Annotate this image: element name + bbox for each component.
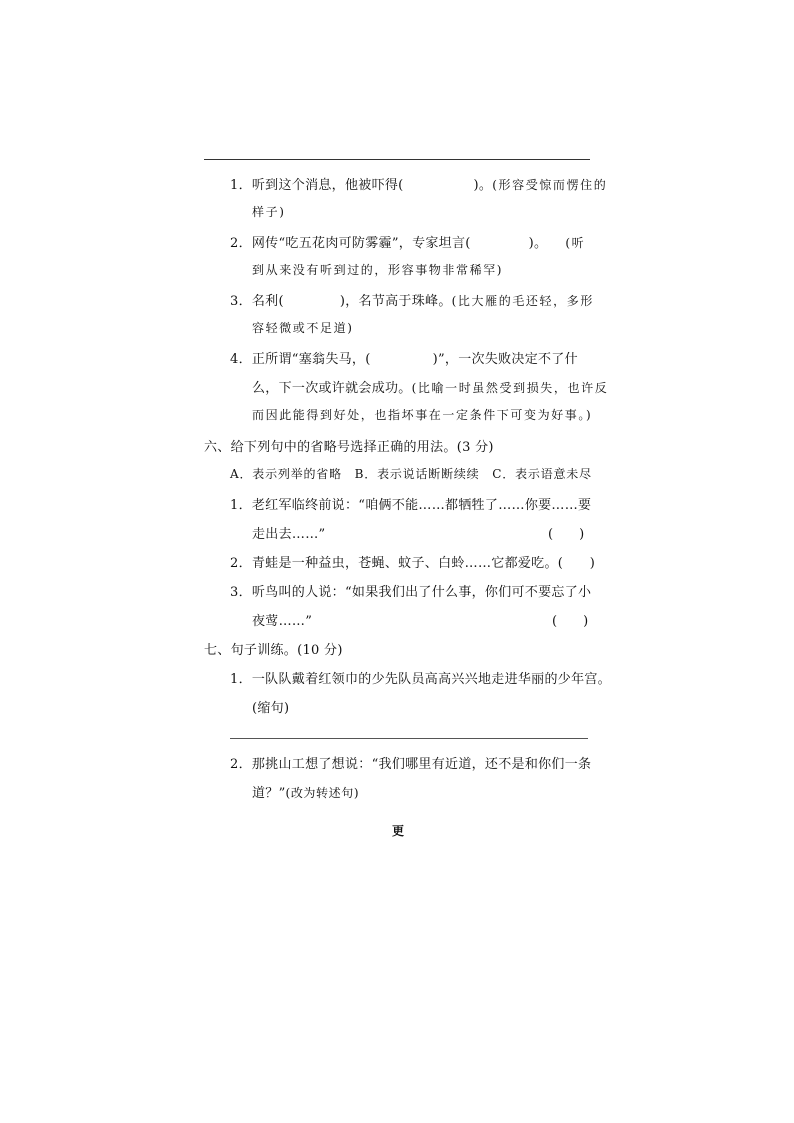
idiom-item-4-line2 — [252, 377, 608, 396]
item-text: 网传“吃五花肉可防雾霾”，专家坦言( — [251, 236, 471, 251]
item-text: )，名节高于珠峰。 — [339, 294, 452, 309]
idiom-item-1 — [230, 174, 607, 193]
item-number: 1． — [230, 672, 252, 687]
item-number: 4． — [230, 352, 252, 367]
item-text: 正所谓“塞翁失马，( — [251, 352, 371, 367]
item-instruction: (改为转述句) — [285, 786, 360, 800]
item-text: 一队队戴着红领巾的少先队员高高兴兴地走进华丽的少年宫。 — [251, 672, 611, 687]
idiom-item-2-hint-cont: 到从来没有听到过的，形容事物非常稀罕) — [252, 263, 504, 277]
item-hint: (形容受惊而愣住的 — [492, 178, 608, 192]
item-text: )。 — [473, 178, 493, 193]
item-text: 名利( — [251, 294, 284, 309]
sentence-item-2 — [230, 753, 591, 772]
item-text: 听鸟叫的人说：“如果我们出了什么事，你们可不要忘了小 — [251, 585, 592, 600]
answer-paren[interactable]: ( ) — [552, 614, 589, 629]
ellipsis-item-1 — [230, 494, 591, 513]
section-7-heading: 七、句子训练。(10 分) — [204, 643, 343, 658]
sentence-item-1-instruction: (缩句) — [252, 701, 290, 716]
page-footer-mark: 更 — [392, 824, 405, 838]
item-number: 2． — [230, 757, 252, 772]
item-number: 3． — [230, 294, 252, 309]
ellipsis-item-2 — [230, 552, 595, 571]
item-text: )”，一次失败决定不了什 — [432, 352, 578, 367]
item-text: 老红军临终前说：“咱俩不能……都牺牲了……你要……要 — [251, 498, 592, 513]
ellipsis-item-3-line2: 夜莺……” — [252, 614, 313, 629]
ellipsis-item-3 — [230, 581, 591, 600]
item-number: 2． — [230, 556, 252, 571]
top-rule — [204, 159, 590, 160]
item-text: 么，下一次或许就会成功。 — [252, 381, 412, 396]
item-text: 听到这个消息，他被吓得( — [251, 178, 404, 193]
item-hint: (听 — [565, 236, 586, 250]
item-number: 3． — [230, 585, 252, 600]
item-number: 1． — [230, 178, 252, 193]
item-hint: (比大雁的毛还轻，多形 — [451, 294, 594, 308]
ellipsis-item-1-line2: 走出去……” — [252, 527, 326, 542]
item-text: 那挑山工想了想说：“我们哪里有近道，还不是和你们一条 — [251, 757, 592, 772]
idiom-item-2 — [230, 232, 585, 251]
idiom-item-3-hint-cont: 容轻微或不足道) — [252, 321, 354, 335]
item-hint: (比喻一时虽然受到损失，也许反 — [411, 381, 609, 395]
section-6-options: A．表示列举的省略 B．表示说话断断续续 C．表示语意未尽 — [230, 467, 592, 481]
idiom-item-3 — [230, 290, 594, 309]
section-6-heading: 六、给下列句中的省略号选择正确的用法。(3 分) — [204, 440, 494, 455]
answer-line[interactable] — [230, 738, 588, 739]
answer-paren[interactable]: ( ) — [548, 527, 585, 542]
item-text: 道？” — [252, 786, 286, 801]
item-number: 1． — [230, 498, 252, 513]
item-text: )。 — [528, 236, 548, 251]
item-text: 青蛙是一种益虫，苍蝇、蚊子、白蛉……它都爱吃。( ) — [251, 556, 596, 571]
item-number: 2． — [230, 236, 252, 251]
idiom-item-4-hint-cont: 而因此能得到好处，也指坏事在一定条件下可变为好事。) — [252, 408, 593, 422]
sentence-item-1 — [230, 668, 611, 687]
sentence-item-2-line2 — [252, 782, 359, 801]
idiom-item-4 — [230, 348, 578, 367]
idiom-item-1-hint-cont: 样子) — [252, 205, 286, 219]
